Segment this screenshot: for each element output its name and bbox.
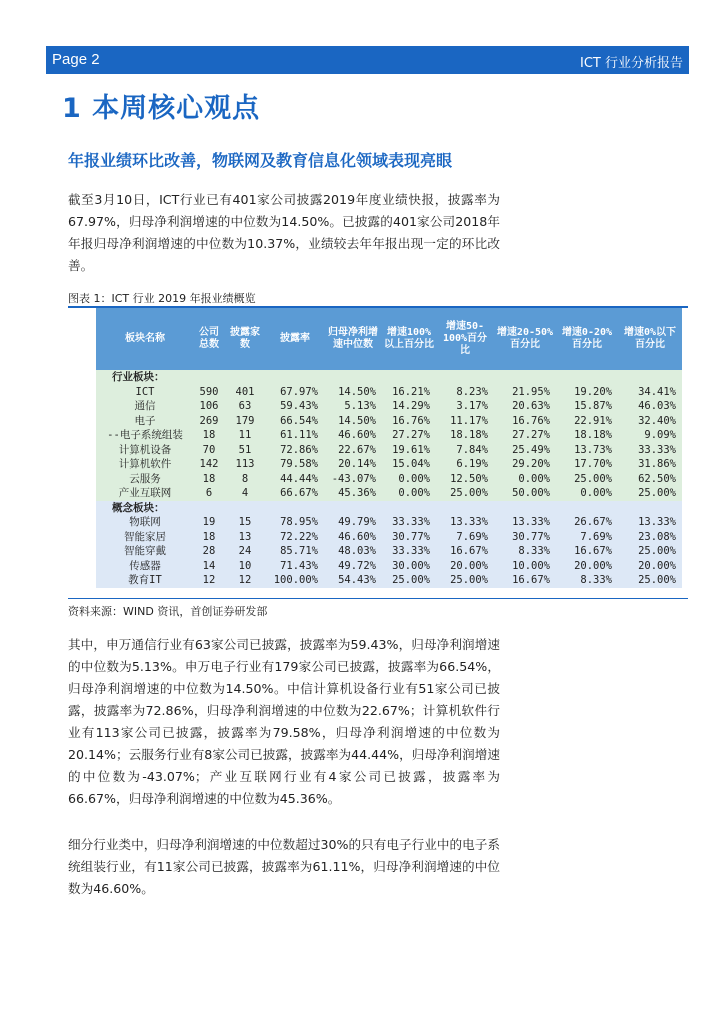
value-cell: 54.43% xyxy=(324,573,382,588)
row-name-cell: 智能家居 xyxy=(96,530,194,545)
value-cell: 66.54% xyxy=(266,414,324,429)
row-name-cell: 智能穿戴 xyxy=(96,544,194,559)
value-cell: 16.76% xyxy=(494,414,556,429)
value-cell: 8 xyxy=(224,472,266,487)
value-cell: 590 xyxy=(194,385,224,400)
header-cell: 板块名称 xyxy=(96,308,194,370)
value-cell: 8.23% xyxy=(436,385,494,400)
value-cell: 30.77% xyxy=(382,530,436,545)
value-cell: 10 xyxy=(224,559,266,574)
value-cell: 179 xyxy=(224,414,266,429)
value-cell: 13.33% xyxy=(618,515,682,530)
value-cell: -43.07% xyxy=(324,472,382,487)
header-cell: 公司总数 xyxy=(194,308,224,370)
value-cell: 49.72% xyxy=(324,559,382,574)
table-row xyxy=(96,399,682,414)
table-row xyxy=(96,414,682,429)
performance-table xyxy=(96,308,682,588)
value-cell: 46.03% xyxy=(618,399,682,414)
value-cell: 63 xyxy=(224,399,266,414)
row-name-cell: 计算机软件 xyxy=(96,457,194,472)
value-cell: 10.00% xyxy=(494,559,556,574)
value-cell: 66.67% xyxy=(266,486,324,501)
value-cell: 18.18% xyxy=(436,428,494,443)
figure-bottom-rule xyxy=(68,598,688,599)
value-cell: 27.27% xyxy=(494,428,556,443)
value-cell: 18 xyxy=(194,530,224,545)
page-header-bar xyxy=(46,46,689,74)
value-cell: 19.61% xyxy=(382,443,436,458)
value-cell: 11 xyxy=(224,428,266,443)
value-cell: 33.33% xyxy=(382,515,436,530)
value-cell: 7.69% xyxy=(556,530,618,545)
value-cell: 269 xyxy=(194,414,224,429)
value-cell: 8.33% xyxy=(556,573,618,588)
value-cell: 7.84% xyxy=(436,443,494,458)
value-cell: 33.33% xyxy=(382,544,436,559)
value-cell: 15.04% xyxy=(382,457,436,472)
value-cell: 25.00% xyxy=(382,573,436,588)
value-cell: 25.00% xyxy=(436,486,494,501)
value-cell: 25.00% xyxy=(618,544,682,559)
paragraph-industry-detail: 其中，申万通信行业有63家公司已披露，披露率为59.43%，归母净利润增速的中位数为5.13%。申万电子行业有179家公司已披露，披露率为66.54%，归母净利润增速的中位数为14.50%。中信计算机设备行业有51家公司已披露，披露率为72.86%，归母净利润增速的中位数为22.67%；计算机软件行业有113家公司已披露，披露率为79.58%，归母净利润增速的中位数为20.14%；云服务行业有8家公司已披露，披露率为44.44%，归母净利润增速的中位数为-43.07%；产业互联网行业有4家公司已披露，披露率为66.67%，归母净利润增速的中位数为45.36%。 xyxy=(68,637,500,806)
value-cell: 0.00% xyxy=(382,472,436,487)
value-cell: 4 xyxy=(224,486,266,501)
table-row xyxy=(96,486,682,501)
row-name-cell: 计算机设备 xyxy=(96,443,194,458)
value-cell: 24 xyxy=(224,544,266,559)
value-cell: 7.69% xyxy=(436,530,494,545)
value-cell: 13 xyxy=(224,530,266,545)
group-label: 行业板块： xyxy=(96,370,682,385)
value-cell: 49.79% xyxy=(324,515,382,530)
value-cell: 18.18% xyxy=(556,428,618,443)
value-cell: 29.20% xyxy=(494,457,556,472)
value-cell: 20.00% xyxy=(556,559,618,574)
figure-caption: 图表 1：ICT 行业 2019 年报业绩概览 xyxy=(68,292,256,305)
value-cell: 50.00% xyxy=(494,486,556,501)
value-cell: 32.40% xyxy=(618,414,682,429)
value-cell: 0.00% xyxy=(556,486,618,501)
value-cell: 15 xyxy=(224,515,266,530)
value-cell: 15.87% xyxy=(556,399,618,414)
value-cell: 79.58% xyxy=(266,457,324,472)
value-cell: 46.60% xyxy=(324,530,382,545)
table-row xyxy=(96,385,682,400)
row-name-cell: 传感器 xyxy=(96,559,194,574)
value-cell: 113 xyxy=(224,457,266,472)
value-cell: 20.63% xyxy=(494,399,556,414)
value-cell: 18 xyxy=(194,428,224,443)
value-cell: 20.00% xyxy=(436,559,494,574)
value-cell: 20.14% xyxy=(324,457,382,472)
table-header-row xyxy=(96,308,682,370)
table-group-row xyxy=(96,501,682,516)
value-cell: 44.44% xyxy=(266,472,324,487)
table-row xyxy=(96,573,682,588)
row-name-cell: 教育IT xyxy=(96,573,194,588)
value-cell: 8.33% xyxy=(494,544,556,559)
value-cell: 12.50% xyxy=(436,472,494,487)
value-cell: 6.19% xyxy=(436,457,494,472)
table-row xyxy=(96,472,682,487)
row-name-cell: 物联网 xyxy=(96,515,194,530)
value-cell: 14.50% xyxy=(324,414,382,429)
table-row xyxy=(96,443,682,458)
row-name-cell: 产业互联网 xyxy=(96,486,194,501)
value-cell: 61.11% xyxy=(266,428,324,443)
value-cell: 14 xyxy=(194,559,224,574)
header-cell: 披露家数 xyxy=(224,308,266,370)
page-number: Page 2 xyxy=(52,51,100,68)
header-cell: 增速50-100%百分比 xyxy=(436,308,494,370)
value-cell: 12 xyxy=(194,573,224,588)
value-cell: 30.00% xyxy=(382,559,436,574)
value-cell: 12 xyxy=(224,573,266,588)
value-cell: 46.60% xyxy=(324,428,382,443)
figure-source: 资料来源：WIND 资讯，首创证券研发部 xyxy=(68,605,268,618)
value-cell: 5.13% xyxy=(324,399,382,414)
value-cell: 14.50% xyxy=(324,385,382,400)
value-cell: 27.27% xyxy=(382,428,436,443)
value-cell: 45.36% xyxy=(324,486,382,501)
value-cell: 9.09% xyxy=(618,428,682,443)
value-cell: 16.67% xyxy=(436,544,494,559)
value-cell: 22.91% xyxy=(556,414,618,429)
value-cell: 6 xyxy=(194,486,224,501)
performance-table-wrap xyxy=(96,308,682,588)
value-cell: 72.86% xyxy=(266,443,324,458)
value-cell: 17.70% xyxy=(556,457,618,472)
header-cell: 增速0%以下百分比 xyxy=(618,308,682,370)
value-cell: 85.71% xyxy=(266,544,324,559)
value-cell: 25.49% xyxy=(494,443,556,458)
value-cell: 0.00% xyxy=(382,486,436,501)
value-cell: 22.67% xyxy=(324,443,382,458)
group-label: 概念板块： xyxy=(96,501,682,516)
table-row xyxy=(96,457,682,472)
value-cell: 19.20% xyxy=(556,385,618,400)
table-row xyxy=(96,428,682,443)
value-cell: 21.95% xyxy=(494,385,556,400)
paragraph-sub-industry: 细分行业类中，归母净利润增速的中位数超过30%的只有电子行业中的电子系统组装行业，有11家公司已披露，披露率为61.11%，归母净利润增速的中位数为46.60%。 xyxy=(68,837,500,896)
header-cell: 归母净利增速中位数 xyxy=(324,308,382,370)
value-cell: 142 xyxy=(194,457,224,472)
value-cell: 78.95% xyxy=(266,515,324,530)
header-cell: 披露率 xyxy=(266,308,324,370)
table-row xyxy=(96,544,682,559)
row-name-cell: 云服务 xyxy=(96,472,194,487)
section-title: 1 本周核心观点 xyxy=(62,93,261,124)
value-cell: 34.41% xyxy=(618,385,682,400)
value-cell: 106 xyxy=(194,399,224,414)
value-cell: 16.76% xyxy=(382,414,436,429)
value-cell: 25.00% xyxy=(556,472,618,487)
value-cell: 31.86% xyxy=(618,457,682,472)
table-body xyxy=(96,370,682,588)
value-cell: 11.17% xyxy=(436,414,494,429)
value-cell: 25.00% xyxy=(618,486,682,501)
value-cell: 48.03% xyxy=(324,544,382,559)
value-cell: 23.08% xyxy=(618,530,682,545)
value-cell: 62.50% xyxy=(618,472,682,487)
row-name-cell: --电子系统组装 xyxy=(96,428,194,443)
value-cell: 16.21% xyxy=(382,385,436,400)
section-subtitle: 年报业绩环比改善，物联网及教育信息化领域表现亮眼 xyxy=(68,151,453,170)
table-row xyxy=(96,515,682,530)
value-cell: 13.73% xyxy=(556,443,618,458)
value-cell: 33.33% xyxy=(618,443,682,458)
value-cell: 16.67% xyxy=(556,544,618,559)
row-name-cell: 电子 xyxy=(96,414,194,429)
row-name-cell: 通信 xyxy=(96,399,194,414)
value-cell: 71.43% xyxy=(266,559,324,574)
value-cell: 70 xyxy=(194,443,224,458)
value-cell: 0.00% xyxy=(494,472,556,487)
header-cell: 增速100%以上百分比 xyxy=(382,308,436,370)
value-cell: 19 xyxy=(194,515,224,530)
value-cell: 13.33% xyxy=(494,515,556,530)
value-cell: 51 xyxy=(224,443,266,458)
value-cell: 67.97% xyxy=(266,385,324,400)
value-cell: 16.67% xyxy=(494,573,556,588)
value-cell: 72.22% xyxy=(266,530,324,545)
table-group-row xyxy=(96,370,682,385)
value-cell: 401 xyxy=(224,385,266,400)
value-cell: 30.77% xyxy=(494,530,556,545)
table-row xyxy=(96,530,682,545)
value-cell: 14.29% xyxy=(382,399,436,414)
value-cell: 28 xyxy=(194,544,224,559)
value-cell: 25.00% xyxy=(618,573,682,588)
value-cell: 18 xyxy=(194,472,224,487)
value-cell: 13.33% xyxy=(436,515,494,530)
value-cell: 3.17% xyxy=(436,399,494,414)
table-row xyxy=(96,559,682,574)
value-cell: 25.00% xyxy=(436,573,494,588)
header-cell: 增速20-50%百分比 xyxy=(494,308,556,370)
value-cell: 26.67% xyxy=(556,515,618,530)
row-name-cell: ICT xyxy=(96,385,194,400)
paragraph-intro: 截至3月10日，ICT行业已有401家公司披露2019年度业绩快报，披露率为67.97%，归母净利润增速的中位数为14.50%。已披露的401家公司2018年年报归母净利润增速的中位数为10.37%，业绩较去年年报出现一定的环比改善。 xyxy=(68,192,500,273)
value-cell: 20.00% xyxy=(618,559,682,574)
value-cell: 59.43% xyxy=(266,399,324,414)
header-cell: 增速0-20%百分比 xyxy=(556,308,618,370)
report-title: ICT 行业分析报告 xyxy=(580,56,683,71)
value-cell: 100.00% xyxy=(266,573,324,588)
